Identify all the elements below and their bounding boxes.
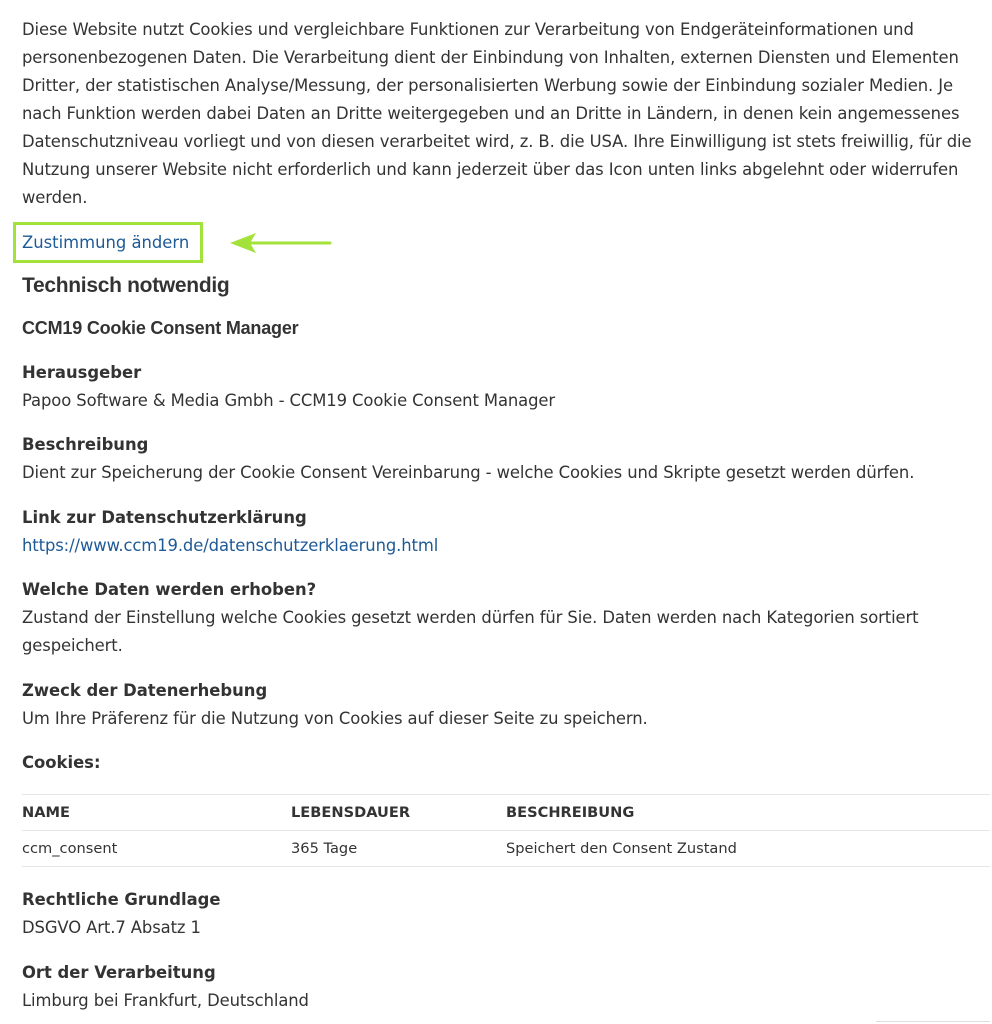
column-header-description: BESCHREIBUNG [506, 795, 990, 831]
service-heading: CCM19 Cookie Consent Manager [22, 318, 299, 338]
legal-basis-label: Rechtliche Grundlage [22, 890, 221, 909]
table-header-row [22, 795, 990, 831]
privacy-policy-link[interactable]: https://www.ccm19.de/datenschutzerklaerung.html [22, 536, 439, 555]
description-value: Dient zur Speicherung der Cookie Consent Vereinbarung - welche Cookies und Skripte gesetzt werden dürfen. [22, 463, 915, 482]
change-consent-link[interactable]: Zustimmung ändern [22, 233, 190, 252]
purpose-label: Zweck der Datenerhebung [22, 681, 268, 700]
publisher-section [22, 359, 982, 415]
consent-link-highlight [13, 222, 203, 263]
data-section [22, 576, 982, 660]
description-label: Beschreibung [22, 435, 149, 454]
privacy-section [22, 504, 982, 560]
table-row [22, 831, 990, 867]
publisher-label: Herausgeber [22, 363, 142, 382]
processing-location-label: Ort der Verarbeitung [22, 963, 216, 982]
cookie-lifetime-cell: 365 Tage [291, 831, 506, 867]
purpose-section [22, 677, 982, 733]
cookie-description-cell: Speichert den Consent Zustand [506, 831, 990, 867]
column-header-name: NAME [22, 795, 291, 831]
processing-location-value: Limburg bei Frankfurt, Deutschland [22, 991, 309, 1010]
arrow-left-icon [228, 231, 334, 255]
legal-basis-section [22, 886, 982, 942]
cookies-label: Cookies: [22, 753, 101, 772]
cookie-policy-content [22, 16, 990, 212]
processing-location-section [22, 959, 982, 1015]
legal-basis-value: DSGVO Art.7 Absatz 1 [22, 918, 201, 937]
purpose-value: Um Ihre Präferenz für die Nutzung von Cookies auf dieser Seite zu speichern. [22, 709, 648, 728]
publisher-value: Papoo Software & Media Gmbh - CCM19 Cookie Consent Manager [22, 391, 556, 410]
column-header-lifetime: LEBENSDAUER [291, 795, 506, 831]
description-section [22, 431, 982, 487]
category-heading: Technisch notwendig [22, 274, 230, 297]
cookie-table [22, 794, 990, 867]
data-label: Welche Daten werden erhoben? [22, 580, 317, 599]
privacy-label: Link zur Datenschutzerklärung [22, 508, 307, 527]
divider [876, 1021, 990, 1022]
data-value: Zustand der Einstellung welche Cookies gesetzt werden dürfen für Sie. Daten werden nach Kategorien sortiert gespeichert. [22, 608, 919, 655]
intro-paragraph: Diese Website nutzt Cookies und vergleichbare Funktionen zur Verarbeitung von Endgeräteinformationen und personenbezogenen Daten. Die Verarbeitung dient der Einbindung von Inhalten, externen Diensten und Elementen Dritter, der statistischen Analyse/Messung, der personalisierten Werbung sowie der Einbindung sozialer Medien. Je nach Funktion werden dabei Daten an Dritte weitergegeben und an Dritte in Ländern, in denen kein angemessenes Datenschutzniveau vorliegt und von diesen verarbeitet wird, z. B. die USA. Ihre Einwilligung ist stets freiwillig, für die Nutzung unserer Website nicht erforderlich und kann jederzeit über das Icon unten links abgelehnt oder widerrufen werden. [22, 20, 972, 207]
cookie-name-cell: ccm_consent [22, 831, 291, 867]
